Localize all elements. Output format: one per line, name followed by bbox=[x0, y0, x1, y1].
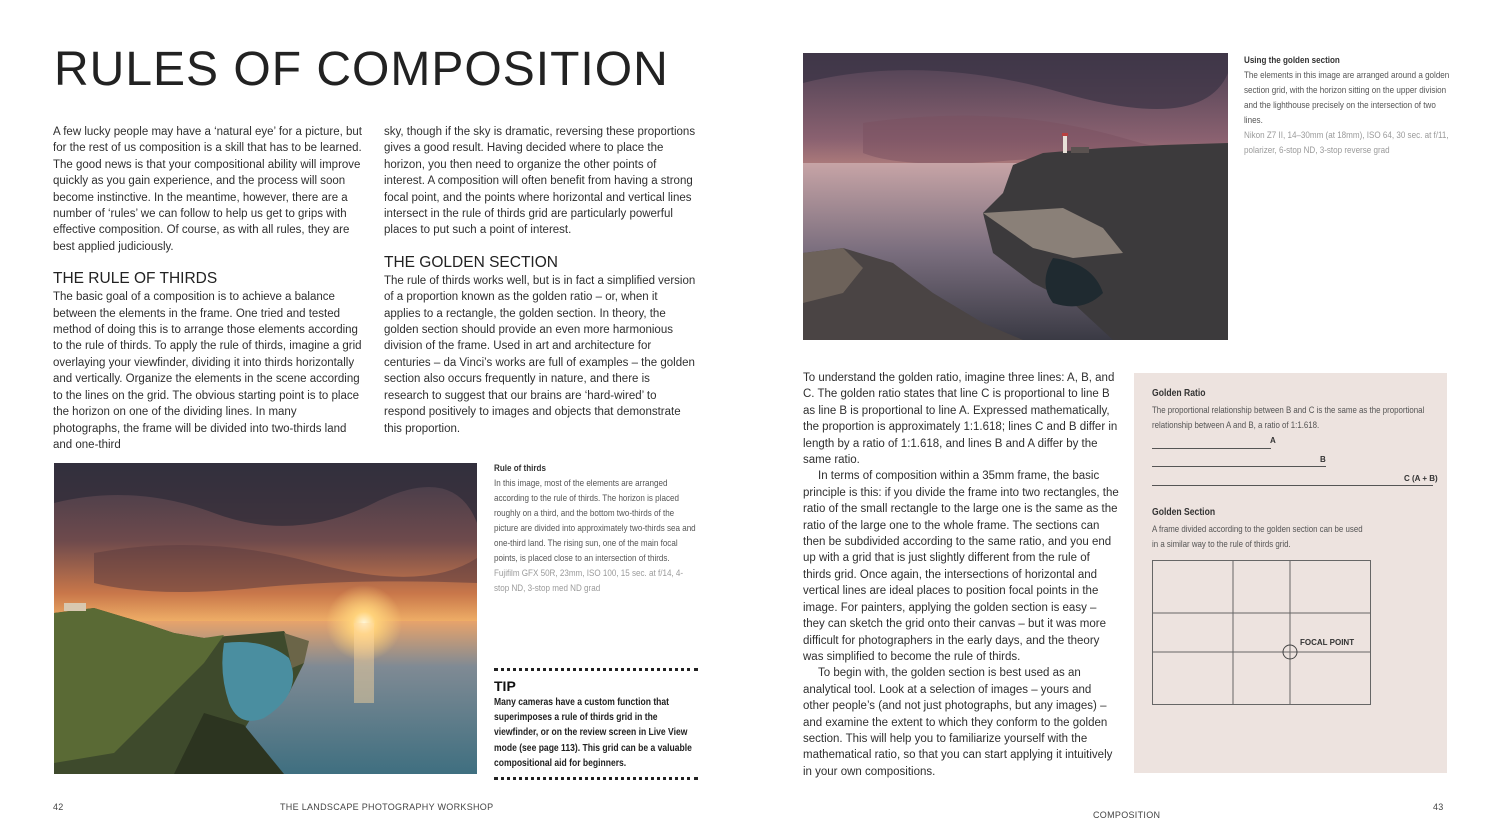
golden-section-title: Golden Section bbox=[1152, 507, 1216, 518]
golden-section-caption bbox=[1244, 52, 1450, 157]
section-name: COMPOSITION bbox=[1093, 810, 1161, 820]
label-a: A bbox=[1270, 436, 1276, 445]
tip-box bbox=[494, 668, 698, 780]
middle-column bbox=[384, 124, 696, 437]
rule-of-thirds-caption bbox=[494, 460, 697, 595]
analytical-paragraph: To begin with, the golden section is best used as an analytical tool. Look at a selection of images – yours and other people’s (and not just photographs, but any images) – and examine the extent to which they conform to the golden section. This will help you to familiarize yourself with the mathematical ratio, so that you can start applying it intuitively in your own compositions. bbox=[803, 667, 1113, 778]
rule-of-thirds-continued: sky, though if the sky is dramatic, reversing these proportions gives a good result. Having decided where to place the horizon, you then need to organize the other points of interest. A composition will often benefit from having a strong focal point, and the points where horizontal and vertical lines intersect in the rule of thirds grid are particularly powerful places to put such a point of interest. bbox=[384, 126, 696, 237]
composition-paragraph: In terms of composition within a 35mm frame, the basic principle is this: if you divide the frame into two rectangles, the ratio of the small rectangle to the large one is the same as the ratio of the large one to the whole frame. The sections can then be subdivided according to the same ratio, and you end up with a grid that is just slightly different from the rule of thirds grid. Once again, the intersections of horizontal and vertical lines are ideal places to position focal points in the image. For painters, applying the golden section is easy – they can sketch the grid onto their canvas – but it was more difficult for photographers in the early days, and the theory was simplified to become the rule of thirds. bbox=[803, 470, 1119, 663]
golden-ratio-text: The proportional relationship between B and C is the same as the proportional relationship between A and B, a ratio of 1:1.618. bbox=[1152, 404, 1425, 430]
left-column bbox=[53, 124, 363, 453]
intro-paragraph: A few lucky people may have a ‘natural eye’ for a picture, but for the rest of us composition is a skill that has to be learned. The good news is that your compositional ability will improve quickly as you gain experience, and the process will soon become instinctive. In the meantime, however, there are a number of ‘rules’ we can follow to help us get to grips with effective composition. Of course, as with all rules, they are best applied judiciously. bbox=[53, 126, 362, 253]
line-c bbox=[1152, 485, 1433, 486]
dotted-divider-bottom bbox=[494, 777, 698, 780]
golden-section-photo bbox=[803, 53, 1228, 340]
page-title: RULES OF COMPOSITION bbox=[54, 43, 669, 96]
golden-section-text: The rule of thirds works well, but is in fact a simplified version of a proportion known as the golden ratio – or, when it applies to a rectangle, the golden section. In theory, the golden section should provide an even more harmonious division of the frame. Used in art and architecture for centuries – da Vinci’s works are full of examples – the golden section also occurs frequently in nature, and there is research to suggest that our brains are ‘hard-wired’ to respond positively to images and objects that demonstrate this proportion. bbox=[384, 274, 696, 435]
caption-title: Using the golden section bbox=[1244, 54, 1340, 65]
caption-text: The elements in this image are arranged around a golden section grid, with the horizon sitting on the upper division and the lighthouse precisely on the intersection of two lines. bbox=[1244, 69, 1450, 125]
rule-of-thirds-text: The basic goal of a composition is to achieve a balance between the elements in the frame. One tried and tested method of doing this is to arrange those elements according to the rule of thirds. To apply the rule of thirds, imagine a grid overlaying your viewfinder, dividing it into thirds horizontally and vertically. Organize the elements in the scene according to the lines on the grid. The obvious starting point is to place the horizon on one of the dividing lines. In many photographs, the frame will be divided into two-thirds land and one-third bbox=[53, 291, 362, 451]
focal-point-label: FOCAL POINT bbox=[1300, 638, 1355, 647]
caption-specs: Fujifilm GFX 50R, 23mm, ISO 100, 15 sec. at f/14, 4-stop ND, 3-stop med ND grad bbox=[494, 567, 684, 593]
label-c: C (A + B) bbox=[1404, 474, 1438, 483]
label-b: B bbox=[1320, 455, 1326, 464]
rule-of-thirds-photo bbox=[54, 463, 477, 774]
golden-ratio-paragraph: To understand the golden ratio, imagine three lines: A, B, and C. The golden ratio states that line C is proportional to line B as line B is proportional to line A. Expressed mathematically, the proportion is approximately 1:1.618; lines C and B differ in length by a ratio of 1:1.618, and lines B and A differ by the same ratio. bbox=[803, 372, 1118, 467]
left-page-number: 42 bbox=[53, 802, 64, 812]
coastal-sunset-image bbox=[54, 463, 477, 774]
golden-section-grid bbox=[1152, 560, 1372, 706]
line-b bbox=[1152, 466, 1326, 467]
dotted-divider bbox=[494, 668, 698, 671]
caption-text: In this image, most of the elements are arranged according to the rule of thirds. The horizon is placed roughly on a third, and the bottom two-thirds of the picture are divided into approximately two-thirds sea and one-third land. The rising sun, one of the main focal points, is placed close to an intersection of thirds. bbox=[494, 477, 696, 563]
rule-of-thirds-heading: THE RULE OF THIRDS bbox=[53, 270, 218, 288]
right-column bbox=[803, 370, 1119, 780]
golden-section-text: A frame divided according to the golden section can be used in a similar way to the rule of thirds grid. bbox=[1152, 523, 1363, 549]
book-title: THE LANDSCAPE PHOTOGRAPHY WORKSHOP bbox=[280, 802, 494, 812]
caption-specs: Nikon Z7 II, 14–30mm (at 18mm), ISO 64, 30 sec. at f/11, polarizer, 6-stop ND, 3-stop reverse grad bbox=[1244, 129, 1449, 155]
tip-heading: TIP bbox=[494, 678, 516, 694]
golden-section-heading: THE GOLDEN SECTION bbox=[384, 253, 558, 271]
tip-text: Many cameras have a custom function that superimposes a rule of thirds grid in the viewfinder, or on the review screen in Live View mode (see page 113). This grid can be a valuable compositional aid for beginners. bbox=[494, 697, 692, 769]
caption-title: Rule of thirds bbox=[494, 462, 546, 473]
right-page-number: 43 bbox=[1433, 802, 1444, 812]
golden-ratio-panel bbox=[1134, 373, 1447, 773]
lighthouse-image bbox=[803, 53, 1228, 340]
line-a bbox=[1152, 448, 1271, 449]
golden-ratio-title: Golden Ratio bbox=[1152, 388, 1206, 399]
